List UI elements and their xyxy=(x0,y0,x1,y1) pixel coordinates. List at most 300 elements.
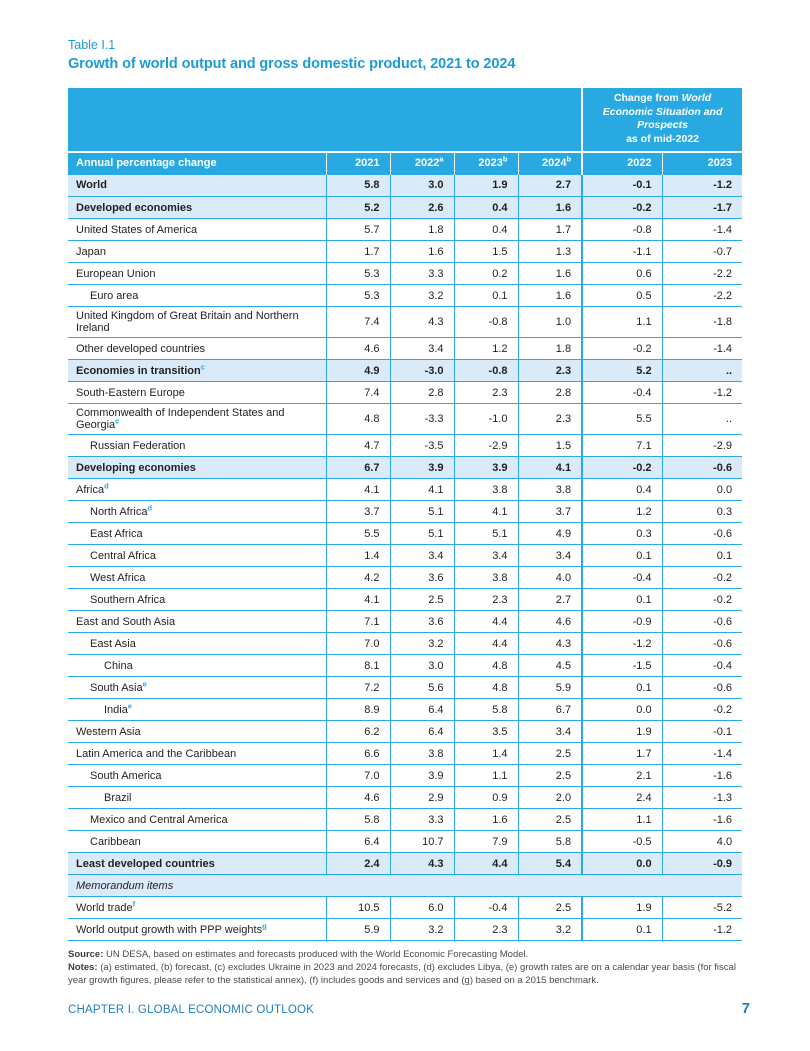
column-header-label: Annual percentage change xyxy=(68,152,326,175)
value-cell: 3.4 xyxy=(454,545,518,567)
value-cell: 1.3 xyxy=(518,241,582,263)
table-row xyxy=(68,404,742,435)
footnote-marker: d xyxy=(147,502,153,512)
value-cell: 1.9 xyxy=(454,175,518,197)
value-cell: 1.2 xyxy=(454,338,518,360)
value-cell: -0.2 xyxy=(582,457,662,479)
value-cell: -3.5 xyxy=(390,435,454,457)
value-cell: -1.0 xyxy=(454,404,518,435)
table-header xyxy=(68,88,742,175)
value-cell: 4.3 xyxy=(390,853,454,875)
row-label: East Asia xyxy=(68,633,326,655)
row-label: Euro area xyxy=(68,285,326,307)
value-cell: 6.7 xyxy=(518,699,582,721)
value-cell: 5.1 xyxy=(454,523,518,545)
value-cell: 4.1 xyxy=(326,589,390,611)
value-cell: 2.7 xyxy=(518,175,582,197)
value-cell: 5.5 xyxy=(582,404,662,435)
value-cell: 0.1 xyxy=(582,919,662,941)
value-cell: 0.0 xyxy=(662,479,742,501)
table-row xyxy=(68,611,742,633)
value-cell: -0.8 xyxy=(454,360,518,382)
value-cell: 3.8 xyxy=(454,479,518,501)
value-cell: -1.6 xyxy=(662,765,742,787)
page-title: Growth of world output and gross domestic product, 2021 to 2024 xyxy=(68,56,516,72)
value-cell: 0.1 xyxy=(582,545,662,567)
value-cell: 4.1 xyxy=(454,501,518,523)
value-cell: 3.4 xyxy=(518,545,582,567)
value-cell: 1.5 xyxy=(454,241,518,263)
value-cell: 8.1 xyxy=(326,655,390,677)
row-label: Southern Africa xyxy=(68,589,326,611)
row-label: Memorandum items xyxy=(68,875,742,897)
value-cell: 0.4 xyxy=(582,479,662,501)
value-cell: 5.1 xyxy=(390,501,454,523)
value-cell: 2.3 xyxy=(518,360,582,382)
value-cell: 3.8 xyxy=(390,743,454,765)
value-cell: -0.4 xyxy=(662,655,742,677)
table-row xyxy=(68,197,742,219)
value-cell: 2.3 xyxy=(454,382,518,404)
table-row xyxy=(68,360,742,382)
value-cell: 5.8 xyxy=(326,175,390,197)
table-row xyxy=(68,589,742,611)
table-row xyxy=(68,721,742,743)
value-cell: 1.1 xyxy=(582,809,662,831)
value-cell: -1.4 xyxy=(662,219,742,241)
value-cell: 6.0 xyxy=(390,897,454,919)
value-cell: -1.4 xyxy=(662,743,742,765)
row-label: Caribbean xyxy=(68,831,326,853)
value-cell: -0.6 xyxy=(662,611,742,633)
value-cell: 2.5 xyxy=(518,743,582,765)
value-cell: 4.2 xyxy=(326,567,390,589)
value-cell: 1.5 xyxy=(518,435,582,457)
value-cell: 5.7 xyxy=(326,219,390,241)
value-cell: 4.6 xyxy=(326,338,390,360)
value-cell: 0.2 xyxy=(454,263,518,285)
value-cell: 2.1 xyxy=(582,765,662,787)
value-cell: 7.1 xyxy=(582,435,662,457)
value-cell: 6.4 xyxy=(326,831,390,853)
value-cell: 2.3 xyxy=(518,404,582,435)
value-cell: 4.3 xyxy=(518,633,582,655)
value-cell: -0.6 xyxy=(662,523,742,545)
table-row xyxy=(68,457,742,479)
value-cell: 4.3 xyxy=(390,307,454,338)
value-cell: 0.3 xyxy=(662,501,742,523)
row-label: Africa$^d$ xyxy=(68,479,326,501)
table-row xyxy=(68,677,742,699)
footnote-marker: e xyxy=(142,678,147,688)
value-cell: 4.1 xyxy=(518,457,582,479)
row-label: China xyxy=(68,655,326,677)
value-cell: 1.1 xyxy=(454,765,518,787)
footnote-marker: b xyxy=(566,154,572,164)
change-from-header xyxy=(582,88,742,152)
footnote-marker: e xyxy=(127,700,133,710)
value-cell: -0.2 xyxy=(662,567,742,589)
value-cell: -0.5 xyxy=(582,831,662,853)
value-cell: 1.2 xyxy=(582,501,662,523)
value-cell: -0.9 xyxy=(662,853,742,875)
value-cell: 5.3 xyxy=(326,263,390,285)
table-row xyxy=(68,743,742,765)
value-cell: 6.4 xyxy=(390,699,454,721)
value-cell: 1.9 xyxy=(582,721,662,743)
value-cell: 2.9 xyxy=(390,787,454,809)
column-header-change-2023: 2023 xyxy=(662,152,742,175)
notes-text: (a) estimated, (b) forecast, (c) excludes Ukraine in 2023 and 2024 forecasts, (d) excludes Libya, (e) growth rates are on a calendar year basis (for fiscal year growth figures, please refer to the statistical annex), (f) includes goods and services and (g) based on a 2015 benchmark. xyxy=(68,961,736,986)
value-cell: 5.8 xyxy=(326,809,390,831)
table-row xyxy=(68,545,742,567)
value-cell: -0.1 xyxy=(662,721,742,743)
value-cell: -0.6 xyxy=(662,457,742,479)
value-cell: 1.7 xyxy=(518,219,582,241)
value-cell: -1.5 xyxy=(582,655,662,677)
value-cell: 3.2 xyxy=(390,919,454,941)
value-cell: 7.0 xyxy=(326,765,390,787)
value-cell: 2.4 xyxy=(326,853,390,875)
value-cell: 3.8 xyxy=(518,479,582,501)
notes-note xyxy=(68,962,742,988)
value-cell: 1.8 xyxy=(390,219,454,241)
row-label: Other developed countries xyxy=(68,338,326,360)
value-cell: 10.7 xyxy=(390,831,454,853)
table-row xyxy=(68,831,742,853)
row-label: World output growth with PPP weights$^g$ xyxy=(68,919,326,941)
table-row xyxy=(68,285,742,307)
value-cell: -1.1 xyxy=(582,241,662,263)
value-cell: 7.4 xyxy=(326,307,390,338)
value-cell: 0.0 xyxy=(582,699,662,721)
value-cell: 1.7 xyxy=(326,241,390,263)
value-cell: 2.6 xyxy=(390,197,454,219)
value-cell: 4.4 xyxy=(454,853,518,875)
change-header-prefix: Change from xyxy=(613,92,679,104)
change-header-suffix: as of mid-2022 xyxy=(626,132,700,145)
table-row xyxy=(68,479,742,501)
value-cell: 3.3 xyxy=(390,809,454,831)
value-cell: 2.5 xyxy=(518,765,582,787)
value-cell: 6.6 xyxy=(326,743,390,765)
value-cell: -0.2 xyxy=(582,197,662,219)
value-cell: -2.2 xyxy=(662,263,742,285)
value-cell: 3.9 xyxy=(454,457,518,479)
table-row xyxy=(68,567,742,589)
value-cell: 0.4 xyxy=(454,219,518,241)
value-cell: 3.4 xyxy=(518,721,582,743)
value-cell: -0.1 xyxy=(582,175,662,197)
value-cell: -1.2 xyxy=(662,919,742,941)
value-cell: .. xyxy=(662,360,742,382)
value-cell: 0.1 xyxy=(582,677,662,699)
row-label: West Africa xyxy=(68,567,326,589)
row-label: East and South Asia xyxy=(68,611,326,633)
table-row xyxy=(68,809,742,831)
value-cell: 4.0 xyxy=(662,831,742,853)
header-band-spacer xyxy=(68,88,582,152)
table-row xyxy=(68,175,742,197)
row-label: Western Asia xyxy=(68,721,326,743)
chapter-title: CHAPTER I. GLOBAL ECONOMIC OUTLOOK xyxy=(68,1004,314,1016)
table-row xyxy=(68,875,742,897)
value-cell: 1.4 xyxy=(326,545,390,567)
value-cell: -1.2 xyxy=(662,175,742,197)
row-label: South America xyxy=(68,765,326,787)
value-cell: 4.6 xyxy=(518,611,582,633)
value-cell: 0.9 xyxy=(454,787,518,809)
value-cell: 5.3 xyxy=(326,285,390,307)
value-cell: 1.6 xyxy=(518,197,582,219)
value-cell: 7.4 xyxy=(326,382,390,404)
value-cell: 7.9 xyxy=(454,831,518,853)
page-number: 7 xyxy=(741,1000,750,1017)
value-cell: -0.4 xyxy=(454,897,518,919)
value-cell: -0.2 xyxy=(662,699,742,721)
value-cell: -2.9 xyxy=(454,435,518,457)
value-cell: 4.1 xyxy=(326,479,390,501)
row-label: Central Africa xyxy=(68,545,326,567)
footnote-marker: b xyxy=(502,154,508,164)
value-cell: 6.7 xyxy=(326,457,390,479)
value-cell: 1.6 xyxy=(390,241,454,263)
footnote-marker: f xyxy=(132,898,136,908)
value-cell: 2.7 xyxy=(518,589,582,611)
row-label: United States of America xyxy=(68,219,326,241)
table-row xyxy=(68,338,742,360)
value-cell: 5.2 xyxy=(582,360,662,382)
value-cell: -1.7 xyxy=(662,197,742,219)
value-cell: 3.7 xyxy=(326,501,390,523)
value-cell: 10.5 xyxy=(326,897,390,919)
value-cell: 4.8 xyxy=(454,655,518,677)
value-cell: 5.6 xyxy=(390,677,454,699)
row-label: World xyxy=(68,175,326,197)
source-label: Source: xyxy=(68,949,104,961)
value-cell: 0.0 xyxy=(582,853,662,875)
value-cell: 1.1 xyxy=(582,307,662,338)
value-cell: 1.0 xyxy=(518,307,582,338)
value-cell: 3.6 xyxy=(390,567,454,589)
table-row xyxy=(68,765,742,787)
header-band-row xyxy=(68,88,742,152)
row-label: North Africa$^d$ xyxy=(68,501,326,523)
value-cell: 3.7 xyxy=(518,501,582,523)
value-cell: -1.2 xyxy=(582,633,662,655)
row-label: Least developed countries xyxy=(68,853,326,875)
value-cell: 5.4 xyxy=(518,853,582,875)
value-cell: 8.9 xyxy=(326,699,390,721)
value-cell: 4.6 xyxy=(326,787,390,809)
footnote-marker: g xyxy=(262,920,267,930)
value-cell: 3.2 xyxy=(390,285,454,307)
value-cell: 4.1 xyxy=(390,479,454,501)
value-cell: 5.9 xyxy=(518,677,582,699)
table-row xyxy=(68,307,742,338)
value-cell: -0.6 xyxy=(662,633,742,655)
value-cell: 3.2 xyxy=(390,633,454,655)
publication-title: World Economic Situation and Prospects xyxy=(602,92,723,132)
value-cell: -0.4 xyxy=(582,567,662,589)
table-row xyxy=(68,787,742,809)
value-cell: 1.7 xyxy=(582,743,662,765)
column-header-2024: 2024$^b$ xyxy=(518,152,582,175)
value-cell: -0.7 xyxy=(662,241,742,263)
value-cell: -3.3 xyxy=(390,404,454,435)
value-cell: 0.4 xyxy=(454,197,518,219)
value-cell: 5.9 xyxy=(326,919,390,941)
footnote-marker: a xyxy=(439,154,444,164)
value-cell: 2.8 xyxy=(390,382,454,404)
value-cell: 6.4 xyxy=(390,721,454,743)
value-cell: 2.3 xyxy=(454,589,518,611)
column-header-row xyxy=(68,152,742,175)
value-cell: 2.5 xyxy=(518,897,582,919)
value-cell: -1.8 xyxy=(662,307,742,338)
row-label: Economies in transition$^c$ xyxy=(68,360,326,382)
value-cell: 3.3 xyxy=(390,263,454,285)
row-label: Developing economies xyxy=(68,457,326,479)
value-cell: 6.2 xyxy=(326,721,390,743)
row-label: Russian Federation xyxy=(68,435,326,457)
value-cell: -1.6 xyxy=(662,809,742,831)
row-label: East Africa xyxy=(68,523,326,545)
value-cell: 4.7 xyxy=(326,435,390,457)
row-label: South-Eastern Europe xyxy=(68,382,326,404)
row-label: Latin America and the Caribbean xyxy=(68,743,326,765)
table-row xyxy=(68,219,742,241)
table-row xyxy=(68,919,742,941)
value-cell: 0.3 xyxy=(582,523,662,545)
value-cell: 4.8 xyxy=(326,404,390,435)
row-label: Mexico and Central America xyxy=(68,809,326,831)
value-cell: 3.9 xyxy=(390,765,454,787)
value-cell: 4.5 xyxy=(518,655,582,677)
table-row xyxy=(68,897,742,919)
source-note xyxy=(68,949,742,962)
source-text: UN DESA, based on estimates and forecasts produced with the World Economic Forecasting Model. xyxy=(103,949,529,961)
row-label: Brazil xyxy=(68,787,326,809)
value-cell: 5.5 xyxy=(326,523,390,545)
value-cell: 2.5 xyxy=(518,809,582,831)
value-cell: 0.1 xyxy=(582,589,662,611)
table-row xyxy=(68,633,742,655)
value-cell: 5.2 xyxy=(326,197,390,219)
row-label: Commonwealth of Independent States and Georgia$^c$ xyxy=(68,404,326,435)
value-cell: 5.8 xyxy=(454,699,518,721)
value-cell: 4.9 xyxy=(518,523,582,545)
value-cell: 4.0 xyxy=(518,567,582,589)
value-cell: 1.9 xyxy=(582,897,662,919)
value-cell: -1.2 xyxy=(662,382,742,404)
value-cell: 0.1 xyxy=(662,545,742,567)
row-label: European Union xyxy=(68,263,326,285)
column-header-2021: 2021 xyxy=(326,152,390,175)
value-cell: 2.0 xyxy=(518,787,582,809)
row-label: India$^e$ xyxy=(68,699,326,721)
value-cell: 7.1 xyxy=(326,611,390,633)
value-cell: -0.8 xyxy=(582,219,662,241)
value-cell: 3.6 xyxy=(390,611,454,633)
table-body xyxy=(68,175,742,941)
table-row xyxy=(68,655,742,677)
column-header-2022: 2022$^a$ xyxy=(390,152,454,175)
value-cell: -0.2 xyxy=(582,338,662,360)
value-cell: 0.1 xyxy=(454,285,518,307)
value-cell: -1.3 xyxy=(662,787,742,809)
value-cell: -3.0 xyxy=(390,360,454,382)
value-cell: 7.0 xyxy=(326,633,390,655)
value-cell: 0.5 xyxy=(582,285,662,307)
value-cell: 3.4 xyxy=(390,545,454,567)
table-row xyxy=(68,501,742,523)
table-row xyxy=(68,263,742,285)
value-cell: 7.2 xyxy=(326,677,390,699)
row-label: United Kingdom of Great Britain and Northern Ireland xyxy=(68,307,326,338)
table-row xyxy=(68,699,742,721)
table-row xyxy=(68,435,742,457)
value-cell: -0.9 xyxy=(582,611,662,633)
footnote-marker: d xyxy=(104,480,109,490)
value-cell: 4.9 xyxy=(326,360,390,382)
value-cell: 4.4 xyxy=(454,633,518,655)
table-caption-label: Table I.1 xyxy=(68,38,116,52)
value-cell: 4.4 xyxy=(454,611,518,633)
column-header-2023: 2023$^b$ xyxy=(454,152,518,175)
value-cell: 1.8 xyxy=(518,338,582,360)
value-cell: 3.5 xyxy=(454,721,518,743)
value-cell: -0.4 xyxy=(582,382,662,404)
value-cell: 1.4 xyxy=(454,743,518,765)
value-cell: -2.9 xyxy=(662,435,742,457)
value-cell: 3.0 xyxy=(390,655,454,677)
value-cell: .. xyxy=(662,404,742,435)
table-row xyxy=(68,382,742,404)
value-cell: 0.6 xyxy=(582,263,662,285)
footnote-marker: c xyxy=(200,361,205,371)
value-cell: -1.4 xyxy=(662,338,742,360)
value-cell: -5.2 xyxy=(662,897,742,919)
row-label: Japan xyxy=(68,241,326,263)
row-label: World trade$^f$ xyxy=(68,897,326,919)
value-cell: 1.6 xyxy=(454,809,518,831)
page-footer xyxy=(68,1000,750,1017)
value-cell: 3.8 xyxy=(454,567,518,589)
table-notes xyxy=(68,949,742,987)
growth-table xyxy=(68,88,742,941)
value-cell: 1.6 xyxy=(518,263,582,285)
table-row xyxy=(68,853,742,875)
table-row xyxy=(68,241,742,263)
value-cell: 2.5 xyxy=(390,589,454,611)
value-cell: 2.4 xyxy=(582,787,662,809)
notes-label: Notes: xyxy=(68,961,98,973)
row-label: Developed economies xyxy=(68,197,326,219)
value-cell: -0.8 xyxy=(454,307,518,338)
value-cell: -2.2 xyxy=(662,285,742,307)
row-label: South Asia$^e$ xyxy=(68,677,326,699)
value-cell: 3.4 xyxy=(390,338,454,360)
column-header-change-2022: 2022 xyxy=(582,152,662,175)
footnote-marker: c xyxy=(115,416,120,426)
value-cell: 3.9 xyxy=(390,457,454,479)
value-cell: 1.6 xyxy=(518,285,582,307)
table-row xyxy=(68,523,742,545)
value-cell: 4.8 xyxy=(454,677,518,699)
value-cell: 2.3 xyxy=(454,919,518,941)
value-cell: 5.8 xyxy=(518,831,582,853)
